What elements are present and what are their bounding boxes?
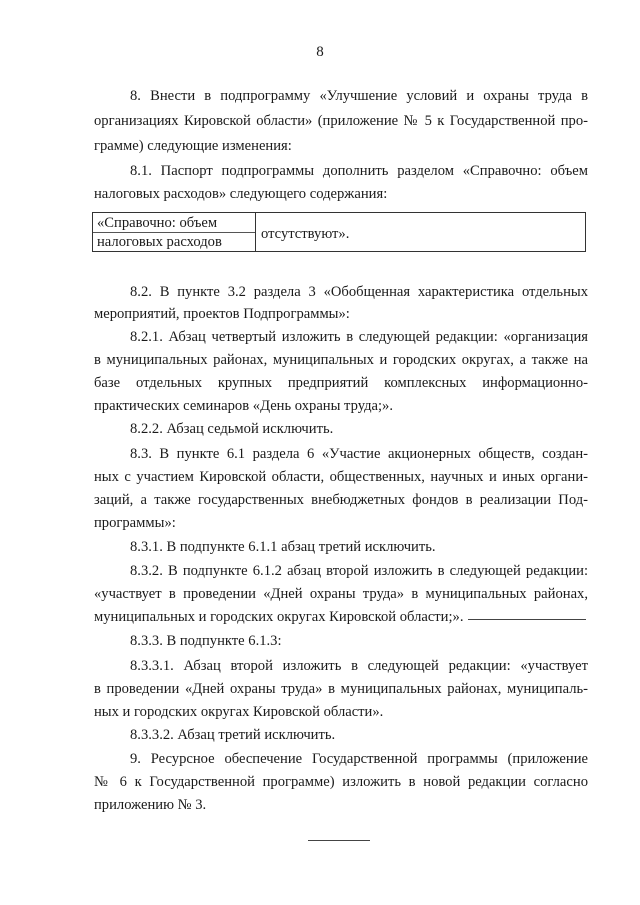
table-label-line-2: налоговых расходов xyxy=(97,234,222,250)
table-label-line-1: «Справочно: объем xyxy=(97,215,218,231)
paragraph-8-1-line-1: 8.1. Паспорт подпрограммы дополнить разделом «Справочно: объем xyxy=(130,163,588,179)
paragraph-8-line-2: организациях Кировской области» (приложение № 5 к Государственной про- xyxy=(94,113,588,129)
paragraph-8-3-3-1-line-1: 8.3.3.1. Абзац второй изложить в следующей редакции: «участвует xyxy=(130,658,588,674)
page-number: 8 xyxy=(316,44,324,60)
paragraph-8-3-1-line-1: 8.3.1. В подпункте 6.1.1 абзац третий исключить. xyxy=(130,539,436,555)
paragraph-8-3-2-line-2: «участвует в проведении «Дней охраны труда» в муниципальных районах, xyxy=(94,586,588,602)
paragraph-8-1-line-2: налоговых расходов» следующего содержания: xyxy=(94,186,388,202)
paragraph-8-3-3-1-line-3: ных и городских округах Кировской области». xyxy=(94,704,384,720)
paragraph-8-3-line-1: 8.3. В пункте 6.1 раздела 6 «Участие акционерных обществ, создан- xyxy=(130,446,588,462)
paragraph-8-line-1: 8. Внести в подпрограмму «Улучшение условий и охраны труда в xyxy=(130,88,588,104)
closing-separator-line xyxy=(308,840,370,841)
paragraph-8-2-2-line-1: 8.2.2. Абзац седьмой исключить. xyxy=(130,421,334,437)
paragraph-8-3-line-2: ных с участием Кировской области, общественных, научных и иных органи- xyxy=(94,469,588,485)
paragraph-8-3-3-1-line-2: в проведении «Дней охраны труда» в муниципальных районах, муниципаль- xyxy=(94,681,588,697)
paragraph-8-2-1-line-4: практических семинаров «День охраны труда;». xyxy=(94,398,394,414)
underline-mark xyxy=(468,619,586,620)
paragraph-8-3-3-2-line-1: 8.3.3.2. Абзац третий исключить. xyxy=(130,727,336,743)
paragraph-8-2-1-line-2: в муниципальных районах, муниципальных и городских округах, а также на xyxy=(94,352,588,368)
table-column-divider xyxy=(255,213,256,251)
paragraph-9-line-2: № 6 к Государственной программе) изложить в новой редакции согласно xyxy=(94,774,588,790)
paragraph-9-line-3: приложению № 3. xyxy=(94,797,207,813)
tax-expenditure-table xyxy=(92,212,586,252)
paragraph-9-line-1: 9. Ресурсное обеспечение Государственной программы (приложение xyxy=(130,751,588,767)
paragraph-8-line-3: грамме) следующие изменения: xyxy=(94,138,292,154)
paragraph-8-2-1-line-3: базе отдельных крупных предприятий комплексных информационно- xyxy=(94,375,588,391)
paragraph-8-3-2-line-3: муниципальных и городских округах Кировской области;». xyxy=(94,609,464,625)
table-value: отсутствуют». xyxy=(261,226,350,242)
paragraph-8-3-line-4: программы»: xyxy=(94,515,176,531)
paragraph-8-2-1-line-1: 8.2.1. Абзац четвертый изложить в следующей редакции: «организация xyxy=(130,329,588,345)
paragraph-8-3-2-line-1: 8.3.2. В подпункте 6.1.2 абзац второй изложить в следующей редакции: xyxy=(130,563,588,579)
paragraph-8-3-line-3: заций, а также государственных внебюджетных фондов в реализации Под- xyxy=(94,492,588,508)
paragraph-8-3-3-line-1: 8.3.3. В подпункте 6.1.3: xyxy=(130,633,282,649)
paragraph-8-2-line-2: мероприятий, проектов Подпрограммы»: xyxy=(94,306,350,322)
paragraph-8-2-line-1: 8.2. В пункте 3.2 раздела 3 «Обобщенная характеристика отдельных xyxy=(130,284,588,300)
